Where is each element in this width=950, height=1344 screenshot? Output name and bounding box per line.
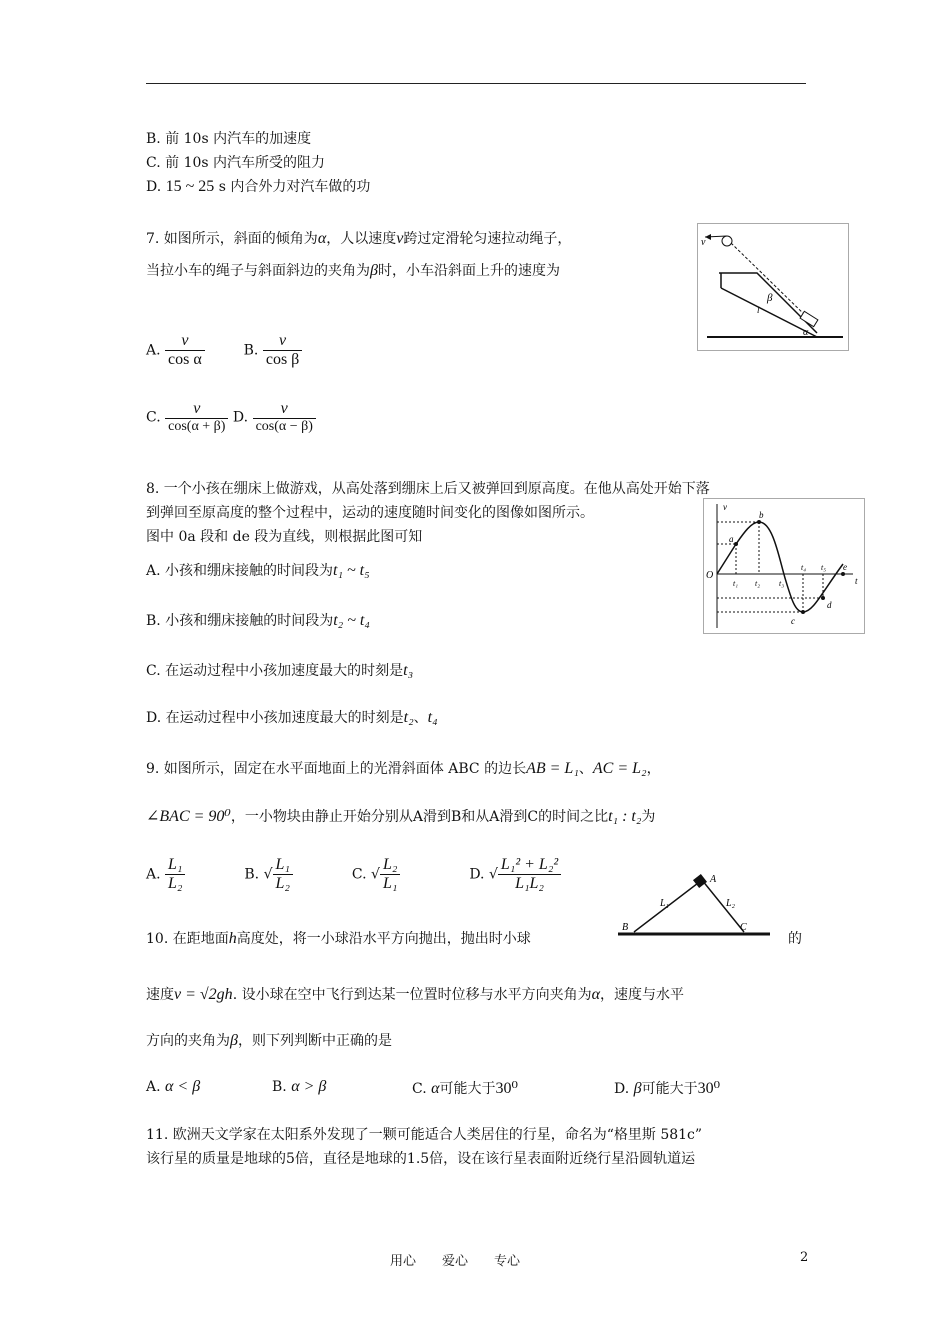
q8-vt-graph: [703, 498, 865, 634]
q8-line3: 图中 0a 段和 de 段为直线，则根据此图可知: [146, 529, 423, 545]
q8-line1: 8. 一个小孩在绷床上做游戏，从高处落到绷床上后又被弹回到原高度。在他从高处开始下落: [146, 481, 710, 497]
arrow-left-icon: [705, 234, 711, 240]
fig8-label-d: d: [827, 600, 832, 610]
fig8-label-e: e: [843, 562, 847, 572]
q6-option-c: C. 前 10s 内汽车所受的阻力: [146, 155, 326, 171]
fig8-label-a: a: [729, 534, 734, 544]
q8-option-c: C. 在运动过程中小孩加速度最大的时刻是t₃: [146, 662, 414, 679]
q11-line1: 11. 欧洲天文学家在太阳系外发现了一颗可能适合人类居住的行星，命名为“格里斯 581c”: [146, 1127, 703, 1143]
fig8-label-o: O: [706, 570, 714, 581]
fig8-label-t: t: [855, 576, 858, 586]
q7-options-ab: A. $\frac{v}{\text{cos α}}$ B. $\frac{v}{\text{cos β}}$: [146, 332, 302, 369]
q7-frac-c: $\frac{v}{\cos(\alpha + \beta)}$: [165, 400, 228, 435]
q10-option-b: B. α > β: [272, 1078, 327, 1095]
fig8-label-t1: t₁: [733, 579, 739, 588]
fig9-label-c: C: [740, 922, 747, 933]
fig8-label-v: v: [723, 502, 727, 512]
fig8-label-t2: t₂: [755, 579, 761, 588]
fig9-label-b: B: [622, 922, 629, 933]
q9-triangle-figure: [612, 868, 772, 940]
q7-frac-b: $\frac{v}{\text{cos β}}$: [263, 332, 302, 369]
page-number: 2: [800, 1250, 809, 1265]
fig7-label-v: v: [701, 237, 706, 248]
fig8-label-c: c: [791, 616, 795, 626]
q6-option-b: B. 前 10s 内汽车的加速度: [146, 131, 312, 147]
rope-to-cart: [731, 243, 809, 319]
q7-line2: 当拉小车的绳子与斜面斜边的夹角为β时，小车沿斜面上升的速度为: [146, 262, 560, 279]
q10-line1-end: 的: [788, 931, 802, 947]
q6-option-d: D. 15 ~ 25 s 内合外力对汽车做的功: [146, 178, 371, 195]
fig9-label-l2: L₂: [726, 898, 736, 909]
q11-line2: 该行星的质量是地球的5倍，直径是地球的1.5倍，设在该行星表面附近绕行星沿圆轨道运: [146, 1151, 696, 1167]
fig8-label-t4: t₄: [801, 563, 807, 572]
fig9-label-a: A: [710, 874, 717, 885]
q10-line3: 方向的夹角为β，则下列判断中正确的是: [146, 1032, 392, 1049]
q10-line1: 10. 在距地面h高度处，将一小球沿水平方向抛出，抛出时小球: [146, 930, 531, 947]
q10-option-a: A. α < β: [146, 1078, 201, 1095]
q9-options: A. $\frac{\text{L₁}}{\text{L₂}}$ B. √ $\frac{\text{L₁}}{\text{L₂}}$ C. √ $\frac{\text{L₂}}{\text{L₁}}$ D. √ $\frac{\text{L₁² + L₂²}}{\text{L₁L₂}}$: [146, 856, 561, 893]
fig7-label-beta: β: [767, 292, 773, 304]
q9-line1: 9. 如图所示，固定在水平面地面上的光滑斜面体 ABC 的边长AB = L₁、AC = L₂，: [146, 760, 661, 777]
q8-option-a: A. 小孩和绷床接触的时间段为t₁ ~ t₅: [146, 562, 370, 579]
q10-option-c: C. α可能大于30⁰: [412, 1080, 518, 1097]
q8-line2: 到弹回至原高度的整个过程中，运动的速度随时间变化的图像如图所示。: [146, 505, 594, 521]
q7-frac-a: $\frac{v}{\text{cos α}}$: [165, 332, 205, 369]
fig8-label-t3: t₃: [779, 579, 785, 588]
pulley-icon: [722, 236, 732, 246]
fig7-label-alpha: α: [803, 327, 809, 338]
fig8-label-t5: t₅: [821, 563, 827, 572]
fig9-label-l1: L₁: [660, 898, 670, 909]
figure-frame: [698, 224, 849, 351]
q7-options-cd: C. $\frac{v}{\cos(\alpha + \beta)}$ D. $\frac{v}{\cos(\alpha - \beta)}$: [146, 400, 316, 435]
q7-incline-figure: [697, 223, 849, 351]
q7-line1: 7. 如图所示，斜面的倾角为α，人以速度v跨过定滑轮匀速拉动绳子，: [146, 230, 572, 247]
figure-frame: [704, 499, 865, 634]
footer-motto: 用心 爱心 专心: [390, 1254, 521, 1269]
q8-option-d: D. 在运动过程中小孩加速度最大的时刻是t₂、t₄: [146, 709, 438, 726]
q10-line2: 速度v = √2gh. 设小球在空中飞行到达某一位置时位移与水平方向夹角为α，速度与水平: [146, 986, 684, 1003]
header-rule: [146, 83, 806, 84]
q8-option-b: B. 小孩和绷床接触的时间段为t₂ ~ t₄: [146, 612, 370, 629]
fig8-label-b: b: [759, 510, 764, 520]
q10-option-d: D. β可能大于30⁰: [614, 1080, 721, 1097]
q7-frac-d: $\frac{v}{\cos(\alpha - \beta)}$: [253, 400, 316, 435]
fig7-label-l: l: [757, 305, 760, 315]
q9-line2: ∠BAC = 90⁰，一小物块由静止开始分别从A滑到B和从A滑到C的时间之比t₁ : t₂为: [146, 808, 656, 825]
